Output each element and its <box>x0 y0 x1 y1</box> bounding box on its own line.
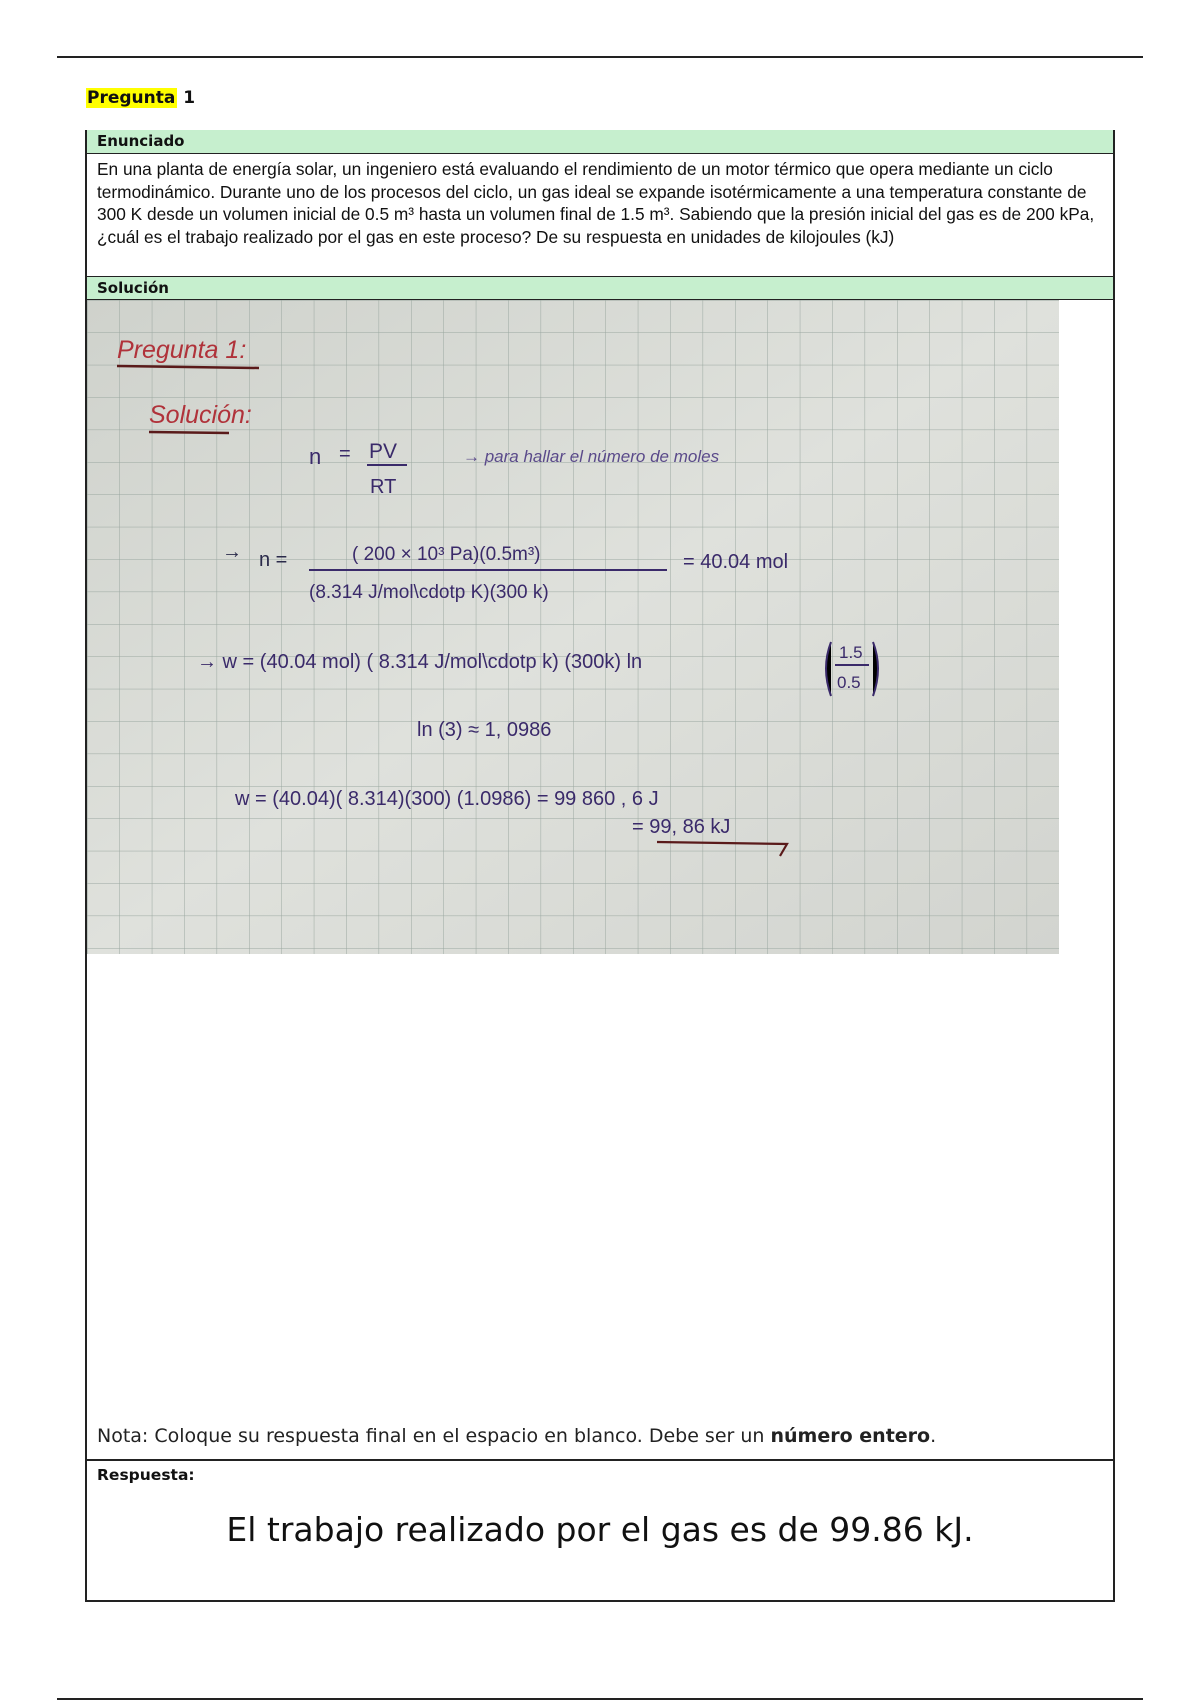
hw-subtitle-underline <box>149 432 229 433</box>
hw-line5: w = (40.04)( 8.314)(300) (1.0986) = 99 860 , 6 J <box>235 788 659 810</box>
hw-line3: → w = (40.04 mol) ( 8.314 J/mol\cdotp k) (300k) ln <box>197 651 643 673</box>
hw-line6: = 99, 86 kJ <box>632 816 731 838</box>
hw-title: Pregunta 1: <box>117 336 247 364</box>
hw-line1-lhs: n <box>309 444 322 469</box>
respuesta-divider <box>87 1459 1113 1461</box>
hw-line2-den: (8.314 J/mol\cdotp K)(300 k) <box>309 582 549 603</box>
hw-line1-num: PV <box>369 440 398 463</box>
hw-line2-arrow: → <box>222 541 242 563</box>
nota-prefix: Nota: Coloque su respuesta final en el espacio en blanco. Debe ser un <box>97 1425 771 1447</box>
enunciado-text: En una planta de energía solar, un ingeniero está evaluando el rendimiento de un motor térmico que opera mediante un ciclo termodinámico. Durante uno de los procesos del ciclo, un gas ideal se expande isotérmicamente a una temperatura constante de 300 K desde un volumen inicial de 0.5 m³ hasta un volumen final de 1.5 m³. Sabiendo que la presión inicial del gas es de 200 kPa, ¿cuál es el trabajo realizado por el gas en este proceso? De su respuesta en unidades de kilojoules (kJ) <box>97 159 1095 247</box>
question-table <box>85 130 1115 1602</box>
paper-grid <box>87 300 1059 954</box>
hw-line3-frac-num: 1.5 <box>839 643 863 662</box>
question-title <box>86 88 195 108</box>
enunciado-header: Enunciado <box>87 130 1113 154</box>
nota-text <box>97 1425 936 1447</box>
hw-subtitle: Solución: <box>149 401 252 429</box>
nota-suffix: . <box>930 1425 937 1447</box>
question-label: Pregunta <box>87 88 176 108</box>
hw-line2-lhs: n = <box>259 549 288 571</box>
top-rule <box>57 56 1143 58</box>
hw-line2-result: = 40.04 mol <box>683 551 789 573</box>
hw-line1-den: RT <box>370 476 397 498</box>
solucion-header: Solución <box>87 276 1113 300</box>
question-number: 1 <box>183 88 196 108</box>
hw-line1-note: → para hallar el número de moles <box>463 447 720 466</box>
hw-line4: ln (3) ≈ 1, 0986 <box>417 719 552 741</box>
hw-line3-frac-den: 0.5 <box>837 673 861 692</box>
hw-line2-num: ( 200 × 10³ Pa)(0.5m³) <box>352 544 541 565</box>
respuesta-text: El trabajo realizado por el gas es de 99.86 kJ. <box>226 1510 974 1549</box>
nota-bold: número entero <box>770 1425 931 1447</box>
respuesta-label: Respuesta: <box>97 1466 195 1484</box>
hw-line1-eq: = <box>339 443 351 465</box>
solution-handwritten-image <box>87 300 1059 954</box>
